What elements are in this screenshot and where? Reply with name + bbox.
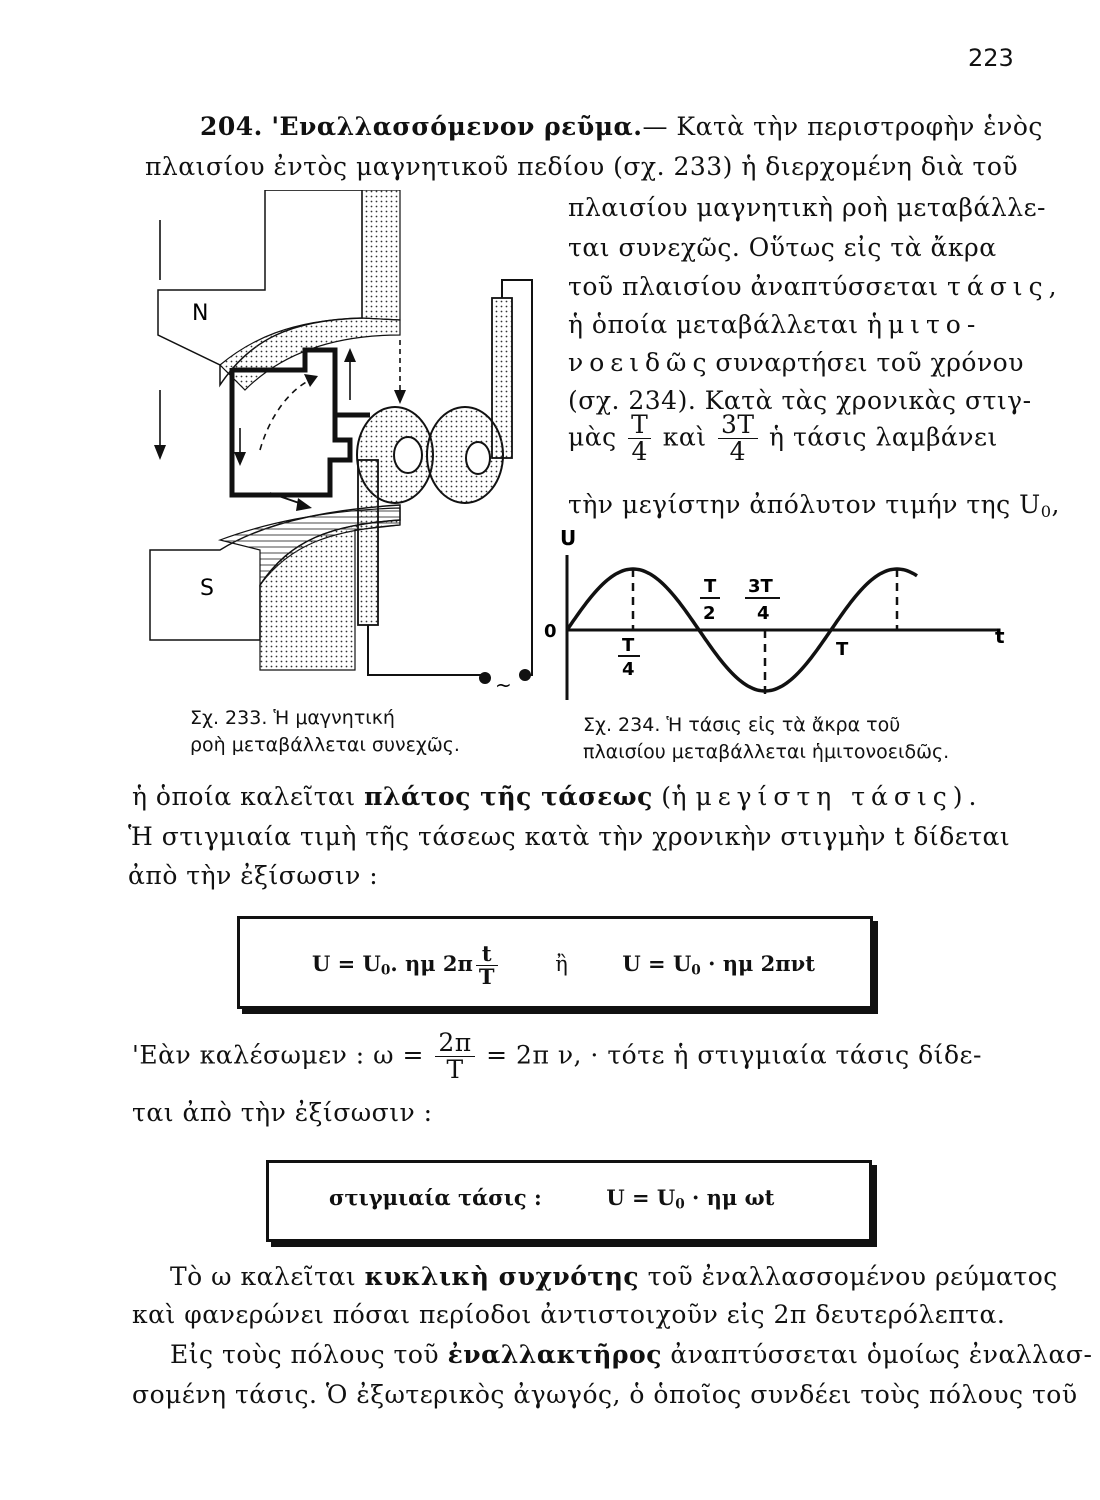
tick-label-t-over-4: [618, 635, 640, 680]
svg-text:T: T: [704, 576, 717, 597]
text-fragment: 'Εὰν καλέσωμεν : ω =: [132, 1040, 424, 1070]
heading-rest: Κατὰ τὴν περιστροφὴν ἑνὸς: [676, 112, 1043, 141]
text-line: ται ἀπὸ τὴν ἐξίσωσιν :: [132, 1098, 433, 1127]
rotation-arrow: [260, 380, 310, 450]
figure-234-caption: [583, 712, 949, 766]
figure-233-caption: [190, 705, 460, 759]
caption-line: Σχ. 234. Ἡ τάσις εἰς τὰ ἄκρα τοῦ: [583, 714, 901, 736]
text-fragment: (ἡ: [661, 782, 687, 811]
text-line: (σχ. 234). Κατὰ τὰς χρονικὰς στιγ-: [568, 386, 1032, 415]
heading-dash: —: [642, 112, 668, 141]
tick-label-3t-over-4: [745, 576, 780, 624]
text-fragment: Εἰς τοὺς πόλους τοῦ: [170, 1340, 440, 1369]
axis-label-zero: 0: [544, 621, 557, 642]
svg-text:3T: 3T: [748, 576, 773, 597]
fraction-t-over-T: $\frac{t}{T}$: [476, 943, 498, 988]
text-line: πλαισίου ἐντὸς μαγνητικοῦ πεδίου (σχ. 233) ἡ διερχομένη διὰ τοῦ: [145, 152, 1019, 181]
omega-definition-line: [132, 1030, 982, 1084]
terminal-right: [519, 669, 531, 681]
text-fragment: Τὸ ω καλεῖται: [170, 1262, 357, 1291]
brush-left: [358, 460, 378, 625]
text-line: [170, 1340, 1092, 1369]
text-fragment: ἀναπτύσσεται ὁμοίως ἐναλλασ-: [670, 1340, 1093, 1369]
figure-233-generator-diagram: [140, 190, 540, 700]
spaced-term: μεγίστη τάσις).: [695, 782, 983, 811]
text-fragment: ς συναρτήσει τοῦ χρόνου: [692, 348, 1024, 377]
fraction-t-over-4: $\frac{T}{4}$: [628, 412, 651, 466]
wire-left: [368, 625, 485, 675]
text-fragment: τὴν μεγίστην ἀπόλυτον τιμήν της U: [568, 490, 1041, 519]
page-number: 223: [968, 44, 1014, 72]
bold-term: ἐναλλακτῆρος: [447, 1340, 662, 1369]
pole-label-s: S: [200, 576, 214, 601]
text-fragment: ἡ ὁποία μεταβάλλεται: [568, 310, 859, 339]
text-line: [132, 782, 983, 811]
text-fragment: καὶ: [662, 422, 707, 452]
text-line-fractions: [568, 412, 998, 466]
equation-box-2: [266, 1160, 872, 1242]
text-fragment: ἡ ὁποία καλεῖται: [132, 782, 356, 811]
pole-label-n: N: [192, 301, 209, 326]
brush-right: [492, 298, 512, 458]
ac-symbol: ~: [495, 673, 512, 697]
svg-text:4: 4: [757, 603, 770, 624]
figure-234-sine-wave: [540, 525, 1020, 710]
equation-1: $U = U_0$. ημ 2π $\frac{t}{T}$ ἢ $U = U_0 \cdot \eta\mu$ 2πνt: [312, 941, 815, 990]
text-fragment: μὰς: [568, 422, 617, 452]
fraction-2pi-over-T: $\frac{2\pi}{T}$: [435, 1030, 474, 1084]
text-line: [568, 490, 1060, 521]
section-number: 204.: [200, 112, 263, 141]
text-line: ται συνεχῶς. Οὕτως εἰς τὰ ἄκρα: [568, 233, 997, 262]
text-line: [568, 310, 981, 339]
svg-text:2: 2: [703, 603, 716, 624]
text-line: ἀπὸ τὴν ἐξίσωσιν :: [128, 861, 379, 890]
caption-line: πλαισίου μεταβάλλεται ἡμιτονοειδῶς.: [583, 741, 950, 763]
tick-label-t: T: [836, 639, 849, 660]
text-fragment: τοῦ ἐναλλασσομένου ρεύματος: [647, 1262, 1058, 1291]
section-heading: [200, 112, 1043, 141]
caption-line: Σχ. 233. Ἡ μαγνητική: [190, 707, 395, 729]
text-fragment: τοῦ πλαισίου ἀναπτύσσεται: [568, 272, 939, 301]
axis-label-t: t: [995, 624, 1005, 648]
bold-term: κυκλικὴ συχνότης: [364, 1262, 640, 1291]
section-title: 'Εναλλασσόμενον ρεῦμα.: [271, 112, 643, 141]
svg-text:4: 4: [622, 659, 635, 680]
coil-loop: [232, 350, 350, 495]
text-line: πλαισίου μαγνητικὴ ροὴ μεταβάλλε-: [568, 193, 1046, 222]
spaced-term: τάσις,: [947, 272, 1063, 301]
subscript: 0: [1040, 502, 1052, 522]
text-fragment: ἡ τάσις λαμβάνει: [769, 422, 998, 452]
spaced-term: ἡμιτο-: [866, 310, 982, 339]
text-line: [170, 1262, 1058, 1291]
text-line: [568, 348, 1024, 377]
bold-term: πλάτος τῆς τάσεως: [364, 782, 653, 811]
text-line: σομένη τάσις. Ὁ ἐξωτερικὸς ἀγωγός, ὁ ὁποῖος συνδέει τοὺς πόλους τοῦ: [132, 1380, 1078, 1409]
axis-label-u: U: [560, 526, 577, 550]
terminal-left: [479, 672, 491, 684]
text-line: καὶ φανερώνει πόσαι περίοδοι ἀντιστοιχοῦν εἰς 2π δευτερόλεπτα.: [132, 1300, 1006, 1329]
tick-label-t-over-2: [700, 576, 720, 624]
equation-2: στιγμιαία τάσις : $U = U_0 \cdot \eta\mu$ ωt: [329, 1185, 775, 1213]
fraction-3t-over-4: $\frac{3T}{4}$: [718, 412, 758, 466]
equation-box-1: [237, 916, 873, 1009]
text-fragment: ,: [1051, 490, 1060, 519]
text-line: [568, 272, 1063, 301]
spaced-term: νοειδῶ: [568, 348, 693, 377]
svg-text:T: T: [622, 635, 635, 656]
caption-line: ροὴ μεταβάλλεται συνεχῶς.: [190, 734, 460, 756]
text-line: Ἡ στιγμιαία τιμὴ τῆς τάσεως κατὰ τὴν χρονικὴν στιγμὴν t δίδεται: [128, 822, 1011, 851]
text-fragment: = 2π ν, · τότε ἡ στιγμιαία τάσις δίδε-: [486, 1040, 982, 1070]
